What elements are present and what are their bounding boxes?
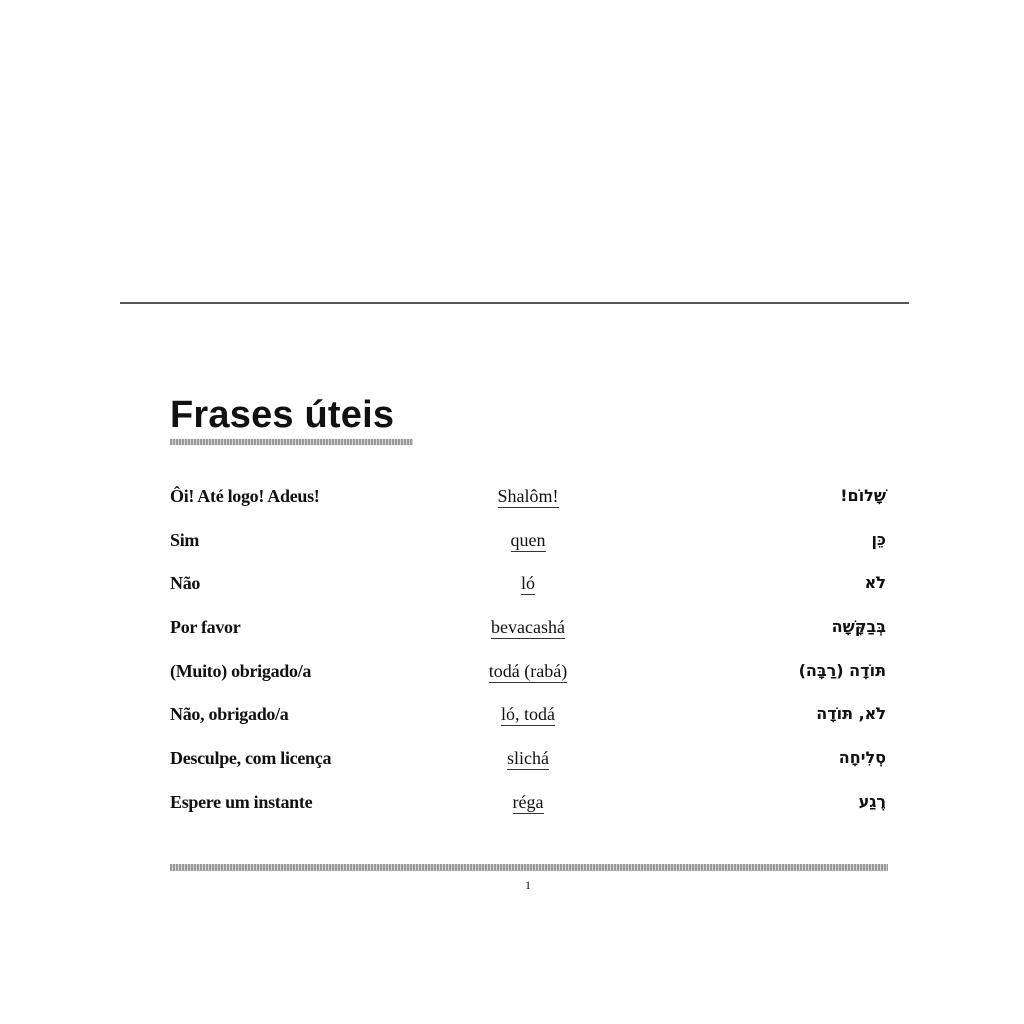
transliteration: todá (rabá) <box>488 660 568 681</box>
phrase-table <box>170 478 886 828</box>
page-number: 1 <box>525 878 531 892</box>
portuguese-phrase: Ôi! Até logo! Adeus! <box>170 486 320 506</box>
phrase-row <box>170 696 886 740</box>
title-underline <box>170 439 413 445</box>
page-title: Frases úteis <box>170 394 395 436</box>
transliteration: réga <box>512 791 544 812</box>
portuguese-phrase: Sim <box>170 529 200 550</box>
portuguese-phrase: Espere um instante <box>170 791 313 812</box>
transliteration: slichá <box>507 748 549 769</box>
hebrew-phrase: תּוֹדָה (רַבָּה) <box>798 660 886 680</box>
portuguese-phrase: Por favor <box>170 617 241 638</box>
phrase-row <box>170 478 886 522</box>
portuguese-phrase: Não, obrigado/a <box>170 704 289 725</box>
portuguese-phrase: Não <box>170 573 201 594</box>
hebrew-phrase: לֹא, תּוֹדָה <box>816 704 886 724</box>
phrase-row <box>170 740 886 784</box>
hebrew-phrase: לֹא <box>864 573 886 593</box>
transliteration: Shalôm! <box>497 486 559 506</box>
portuguese-phrase: (Muito) obrigado/a <box>170 660 312 681</box>
hebrew-phrase: רֶגַע <box>858 791 886 811</box>
phrase-row <box>170 784 886 828</box>
transliteration: ló <box>521 573 536 594</box>
bottom-rule <box>170 864 888 871</box>
hebrew-phrase: שָׁלוֹם! <box>840 486 886 505</box>
phrase-row <box>170 522 886 566</box>
transliteration: bevacashá <box>491 617 565 638</box>
phrase-row <box>170 653 886 697</box>
hebrew-phrase: סְלִיחָה <box>838 748 886 768</box>
top-rule <box>120 302 909 304</box>
phrase-row <box>170 609 886 653</box>
transliteration: quen <box>510 529 546 550</box>
hebrew-phrase: בְּבַקָּשָׁה <box>831 617 886 637</box>
portuguese-phrase: Desculpe, com licença <box>170 748 332 769</box>
hebrew-phrase: כֵּן <box>871 529 886 549</box>
transliteration: ló, todá <box>501 704 555 725</box>
phrase-row <box>170 565 886 609</box>
